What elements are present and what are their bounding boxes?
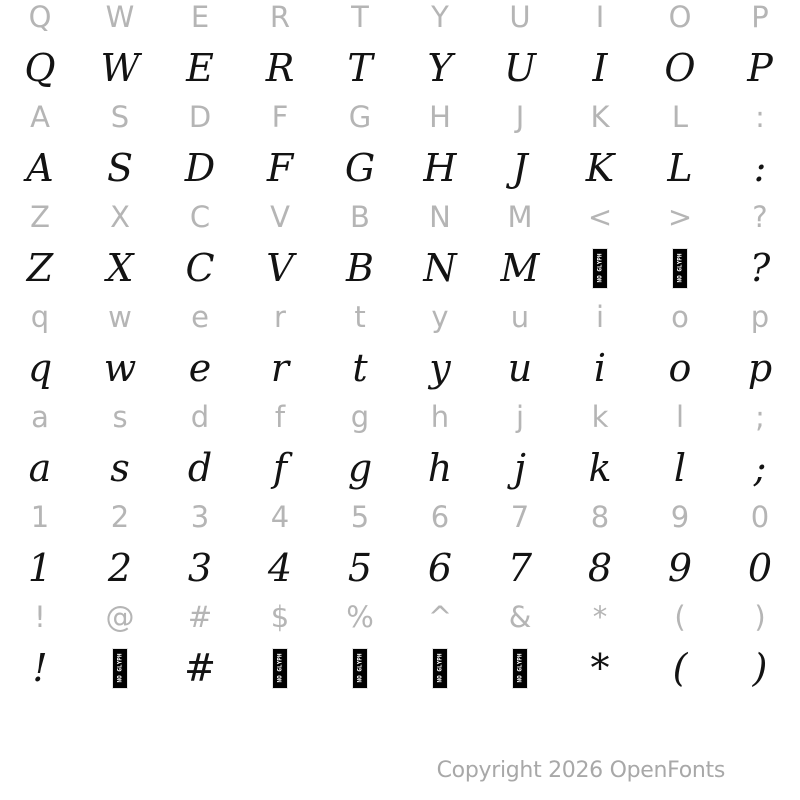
glyph-cell: N (429, 200, 451, 234)
glyph-cell: K (585, 146, 615, 190)
glyph-cell: I (595, 0, 605, 34)
glyph-cell (320, 643, 400, 693)
glyph-row-specimen (0, 543, 800, 593)
glyph-cell: 8 (587, 546, 613, 590)
glyph-cell: ; (753, 446, 767, 490)
glyph-cell: j (515, 400, 525, 434)
glyph-cell: 3 (190, 500, 210, 534)
glyph-cell: T (347, 46, 373, 90)
glyph-cell: Z (30, 200, 50, 234)
glyph-cell: U (509, 0, 531, 34)
glyph-cell: a (31, 400, 49, 434)
glyph-cell: t (352, 346, 368, 390)
glyph-row-reference (0, 492, 800, 542)
glyph-cell: V (266, 246, 294, 290)
glyph-cell: u (507, 346, 533, 390)
glyph-cell: : (753, 146, 767, 190)
glyph-cell: g (350, 400, 370, 434)
glyph-cell: L (671, 100, 689, 134)
glyph-cell: Q (28, 0, 52, 34)
glyph-cell: @ (105, 600, 135, 634)
noglyph-box (273, 649, 287, 688)
glyph-cell: C (189, 200, 211, 234)
glyph-cell: 2 (107, 546, 133, 590)
glyph-cell: X (110, 200, 130, 234)
glyph-cell: < (587, 200, 613, 234)
glyph-cell: 6 (427, 546, 453, 590)
glyph-row-reference (0, 292, 800, 342)
glyph-cell: > (667, 200, 693, 234)
glyph-cell: B (346, 246, 374, 290)
glyph-cell: % (346, 600, 374, 634)
glyph-cell: 4 (267, 546, 293, 590)
glyph-cell: d (190, 400, 210, 434)
noglyph-label: NO GLYPH (356, 653, 363, 683)
glyph-cell: Y (431, 0, 449, 34)
glyph-cell: 5 (347, 546, 373, 590)
glyph-cell: o (671, 300, 689, 334)
glyph-row-reference (0, 392, 800, 442)
glyph-cell (80, 643, 160, 693)
noglyph-box (513, 649, 527, 688)
glyph-cell: q (27, 346, 53, 390)
glyph-cell: R (265, 46, 295, 90)
glyph-cell: N (423, 246, 457, 290)
glyph-cell: S (110, 100, 130, 134)
glyph-cell: k (591, 400, 609, 434)
glyph-row-specimen (0, 443, 800, 493)
glyph-cell: f (274, 400, 286, 434)
glyph-cell: F (266, 146, 294, 190)
glyph-cell: s (110, 446, 130, 490)
noglyph-box (353, 649, 367, 688)
noglyph-label: NO GLYPH (516, 653, 523, 683)
glyph-cell: h (427, 446, 453, 490)
glyph-cell: H (423, 146, 457, 190)
glyph-cell: 1 (27, 546, 53, 590)
glyph-cell: i (595, 300, 605, 334)
glyph-cell: y (429, 346, 451, 390)
glyph-cell (240, 643, 320, 693)
glyph-cell: H (429, 100, 451, 134)
glyph-cell: ^ (427, 600, 453, 634)
glyph-cell: i (593, 346, 607, 390)
glyph-cell: A (26, 146, 54, 190)
glyph-cell: # (187, 600, 213, 634)
noglyph-label: NO GLYPH (116, 653, 123, 683)
glyph-cell: E (190, 0, 210, 34)
glyph-cell: K (590, 100, 610, 134)
glyph-cell: f (272, 446, 288, 490)
glyph-cell: e (191, 300, 209, 334)
noglyph-label: NO GLYPH (596, 253, 603, 283)
glyph-cell (400, 643, 480, 693)
glyph-cell: R (269, 0, 291, 34)
glyph-cell: ? (752, 200, 768, 234)
glyph-cell: 8 (590, 500, 610, 534)
glyph-cell: D (188, 100, 212, 134)
glyph-row-reference (0, 0, 800, 42)
glyph-cell: M (507, 200, 533, 234)
glyph-cell: # (184, 646, 216, 690)
glyph-cell: y (431, 300, 449, 334)
glyph-cell: A (30, 100, 50, 134)
glyph-row-reference (0, 192, 800, 242)
glyph-cell: J (512, 146, 528, 190)
glyph-cell: ? (749, 246, 771, 290)
glyph-cell: 0 (747, 546, 773, 590)
glyph-cell: G (348, 100, 372, 134)
glyph-cell: S (106, 146, 134, 190)
copyright-notice: Copyright 2026 OpenFonts (436, 758, 725, 783)
glyph-cell: C (185, 246, 215, 290)
glyph-cell: r (274, 300, 286, 334)
glyph-cell: t (354, 300, 366, 334)
glyph-cell: X (106, 246, 134, 290)
glyph-cell: 7 (510, 500, 530, 534)
noglyph-label: NO GLYPH (276, 653, 283, 683)
glyph-cell: 9 (670, 500, 690, 534)
glyph-cell (560, 243, 640, 293)
glyph-cell: 9 (667, 546, 693, 590)
glyph-cell: 2 (110, 500, 130, 534)
glyph-cell: ! (34, 600, 46, 634)
glyph-cell: J (515, 100, 525, 134)
glyph-cell: ( (674, 600, 686, 634)
glyph-cell: ! (32, 646, 48, 690)
noglyph-box (593, 249, 607, 288)
glyph-cell: 5 (350, 500, 370, 534)
glyph-cell: Q (24, 46, 56, 90)
glyph-row-reference (0, 92, 800, 142)
glyph-cell: $ (270, 600, 290, 634)
glyph-cell: O (664, 46, 696, 90)
glyph-cell: 4 (270, 500, 290, 534)
glyph-cell: p (747, 346, 773, 390)
glyph-row-specimen (0, 143, 800, 193)
glyph-cell: p (750, 300, 770, 334)
glyph-cell: q (30, 300, 50, 334)
glyph-cell: h (430, 400, 450, 434)
glyph-row-specimen (0, 643, 800, 693)
glyph-cell: L (667, 146, 693, 190)
glyph-cell: o (668, 346, 692, 390)
glyph-cell: * (590, 646, 610, 690)
glyph-cell: u (510, 300, 530, 334)
glyph-cell: j (514, 446, 526, 490)
glyph-cell: Y (427, 46, 453, 90)
glyph-cell (480, 643, 560, 693)
glyph-cell: U (503, 46, 537, 90)
glyph-cell: g (347, 446, 373, 490)
glyph-cell: e (188, 346, 212, 390)
glyph-cell: W (100, 46, 140, 90)
glyph-cell: G (344, 146, 376, 190)
glyph-cell: : (755, 100, 765, 134)
glyph-cell: * (592, 600, 608, 634)
glyph-cell: P (751, 0, 769, 34)
glyph-cell: 3 (187, 546, 213, 590)
glyph-cell: ) (754, 600, 766, 634)
glyph-cell: P (747, 46, 773, 90)
glyph-cell: E (186, 46, 214, 90)
glyph-cell: l (675, 400, 685, 434)
glyph-cell: s (112, 400, 128, 434)
glyph-cell: k (588, 446, 612, 490)
noglyph-label: NO GLYPH (436, 653, 443, 683)
glyph-cell: Z (26, 246, 54, 290)
noglyph-box (113, 649, 127, 688)
glyph-cell: ( (672, 646, 688, 690)
glyph-cell: T (351, 0, 369, 34)
noglyph-box (433, 649, 447, 688)
glyph-cell: W (105, 0, 135, 34)
glyph-cell: O (668, 0, 692, 34)
glyph-cell: w (103, 346, 137, 390)
glyph-cell: 0 (750, 500, 770, 534)
glyph-cell: D (184, 146, 216, 190)
glyph-cell: ) (752, 646, 768, 690)
glyph-row-specimen (0, 43, 800, 93)
glyph-cell: a (28, 446, 52, 490)
glyph-cell: F (271, 100, 289, 134)
glyph-cell: d (187, 446, 213, 490)
glyph-cell (640, 243, 720, 293)
glyph-cell: & (508, 600, 532, 634)
glyph-cell: 7 (507, 546, 533, 590)
glyph-row-reference (0, 592, 800, 642)
glyph-cell: B (350, 200, 370, 234)
glyph-cell: ; (755, 400, 765, 434)
glyph-row-specimen (0, 243, 800, 293)
noglyph-box (673, 249, 687, 288)
glyph-cell: l (673, 446, 687, 490)
glyph-cell: 1 (30, 500, 50, 534)
glyph-cell: V (270, 200, 290, 234)
noglyph-label: NO GLYPH (676, 253, 683, 283)
glyph-cell: r (270, 346, 290, 390)
glyph-cell: w (108, 300, 132, 334)
glyph-cell: 6 (430, 500, 450, 534)
glyph-cell: M (500, 246, 540, 290)
glyph-cell: I (592, 46, 608, 90)
glyph-row-specimen (0, 343, 800, 393)
